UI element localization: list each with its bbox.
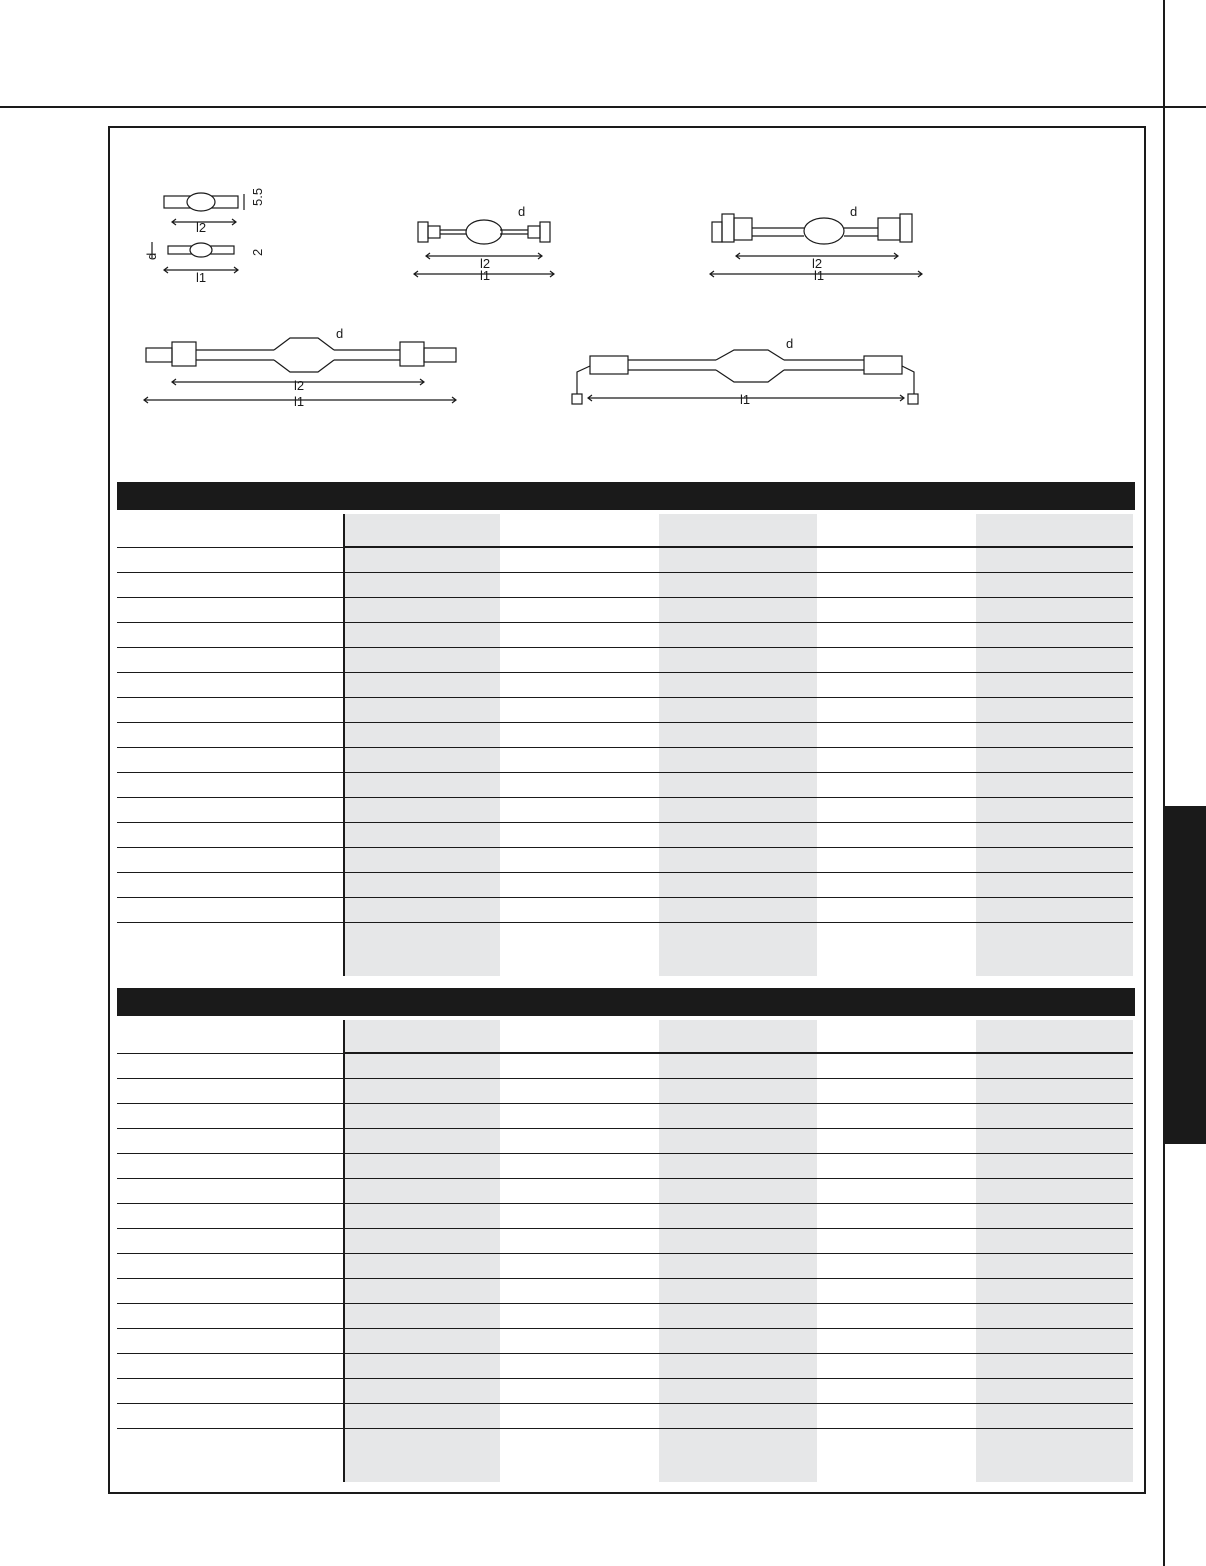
table-row [117, 1353, 1133, 1354]
table-row [117, 672, 1133, 673]
lamp-c-l1-label: l1 [814, 268, 825, 283]
table-row [117, 1328, 1133, 1329]
lamp-a-d-label: d [144, 252, 159, 260]
table-row [117, 1153, 1133, 1154]
lamp-c-drawing [710, 204, 922, 283]
lamp-a-l1-label: l1 [196, 270, 207, 285]
table-row [117, 572, 1133, 573]
lamp-e-d-label: d [786, 336, 794, 351]
table-row [117, 622, 1133, 623]
table-row [117, 922, 1133, 923]
lamp-c-l2-label: l2 [812, 256, 823, 271]
table-row [117, 547, 343, 548]
table-row [117, 1178, 1133, 1179]
lamp-b-l1-label: l1 [480, 268, 491, 283]
table-row [117, 1103, 1133, 1104]
lamp-d-drawing [144, 326, 456, 409]
table-1-shaded-column [345, 514, 500, 976]
table-row [117, 1403, 1133, 1404]
lamp-b-d-label: d [518, 204, 526, 219]
table-row [117, 1128, 1133, 1129]
table-row [117, 847, 1133, 848]
table-row [117, 747, 1133, 748]
lamp-d-l1-label: l1 [294, 394, 305, 409]
table-2-shaded-column [659, 1020, 817, 1482]
table-row [117, 1253, 1133, 1254]
table-2-shaded-column [345, 1020, 500, 1482]
table-row [117, 1378, 1133, 1379]
section-thumb-tab [1165, 806, 1206, 1144]
table-2-label-divider [343, 1020, 345, 1482]
table-1-label-divider [343, 514, 345, 976]
lamp-b-drawing [414, 204, 554, 283]
table-1 [117, 514, 1133, 976]
table-row [117, 1203, 1133, 1204]
table-row [345, 1052, 1133, 1054]
table-2-shaded-column [976, 1020, 1133, 1482]
lamp-a-pin-label: 2 [250, 248, 265, 256]
table-row [117, 1228, 1133, 1229]
table-1-header-band [117, 482, 1135, 510]
lamp-d-l2-label: l2 [294, 378, 305, 393]
lamp-b-l2-label: l2 [480, 256, 491, 271]
table-1-shaded-column [659, 514, 817, 976]
table-row [117, 722, 1133, 723]
table-row [117, 1428, 1133, 1429]
table-row [117, 797, 1133, 798]
table-row [117, 822, 1133, 823]
table-2 [117, 1020, 1133, 1482]
table-row [117, 697, 1133, 698]
table-row [117, 897, 1133, 898]
lamp-e-l1-label: l1 [740, 392, 751, 407]
table-row [345, 546, 1133, 548]
table-row [117, 1053, 343, 1054]
table-2-header-band [117, 988, 1135, 1016]
table-row [117, 1303, 1133, 1304]
lamp-a-l2-label: l2 [196, 220, 207, 235]
table-row [117, 1278, 1133, 1279]
lamp-d-d-label: d [336, 326, 344, 341]
table-row [117, 647, 1133, 648]
lamp-c-d-label: d [850, 204, 858, 219]
table-row [117, 1078, 1133, 1079]
table-row [117, 772, 1133, 773]
table-row [117, 872, 1133, 873]
lamp-a-drawing [144, 188, 265, 285]
lamp-diagrams [0, 0, 1206, 480]
table-row [117, 597, 1133, 598]
lamp-e-drawing [572, 336, 918, 407]
lamp-a-height-label: 5.5 [250, 187, 265, 206]
table-1-shaded-column [976, 514, 1133, 976]
